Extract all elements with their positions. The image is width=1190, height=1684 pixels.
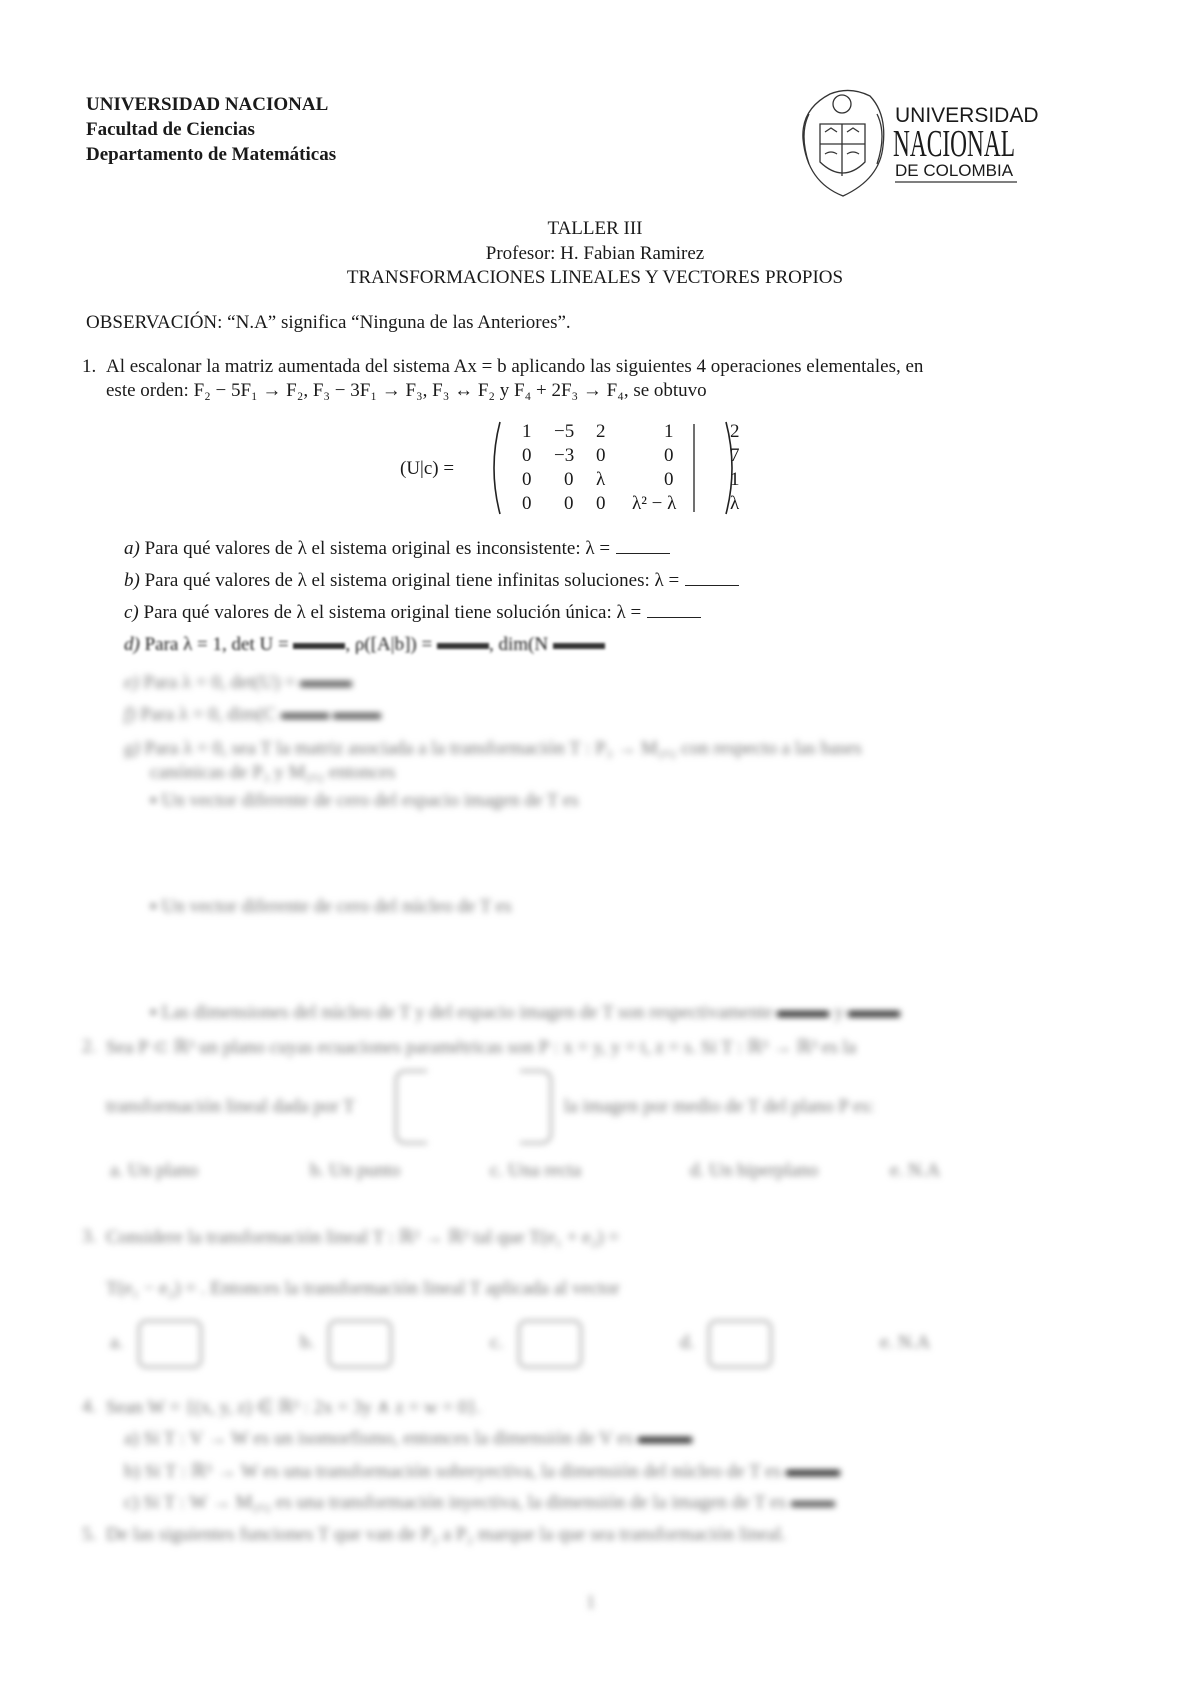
matrix-body <box>522 420 740 516</box>
item-c-text: Para qué valores de λ el sistema original tiene solución única: λ = <box>143 602 642 623</box>
q1-number: 1. <box>82 356 97 377</box>
bullet-dims-text: Las dimensiones del núcleo de T y del espacio imagen de T son respectivamente <box>161 1002 773 1023</box>
m-1-4: 1 <box>664 421 674 442</box>
q1-item-c <box>124 602 701 624</box>
answer-bar-d2 <box>437 643 489 649</box>
bullet-2: ▪ <box>150 896 157 917</box>
q4-item-b-text: b) Si T : ℝ⁵ → W es una transformación sobreyectiva, la dimensión del núcleo de T es <box>124 1461 781 1482</box>
answer-bar-q4c <box>791 1501 835 1507</box>
q1-item-d-clip <box>124 634 744 658</box>
m-2-2: −3 <box>554 445 575 466</box>
q2-line1: Sea P ⊂ ℝ³ un plano cuyas ecuaciones paramétricas son P : x = y, y = t, z = s. Si T : ℝ³ → ℝ³ es la <box>106 1037 857 1058</box>
professor-name: Profesor: H. Fabian Ramirez <box>485 243 705 264</box>
m-2-1: 0 <box>522 445 532 466</box>
institution-header <box>86 92 336 167</box>
m-4-3: 0 <box>596 493 606 514</box>
q5-line1: De las siguientes funciones T que van de P₂ a P₂ marque la que sea transformación lineal. <box>106 1524 786 1545</box>
q2-line2 <box>106 1096 874 1118</box>
item-a-label: a) <box>124 538 140 559</box>
department-name: Departamento de Matemáticas <box>86 144 337 165</box>
q3-line1: Considere la transformación lineal T : ℝ² → ℝ² tal que T(e₁ + e₂) = <box>106 1227 620 1248</box>
m-3-3: λ <box>596 469 606 490</box>
m-1-1: 1 <box>522 421 532 442</box>
q4-item-a <box>124 1428 692 1450</box>
q3-line2: T(e₁ − e₂) = . Entonces la transformación lineal T aplicada al vector <box>106 1278 620 1299</box>
q2-option-c[interactable]: c. Una recta <box>490 1160 582 1181</box>
q4-line1: Sean W = {(x, y, z) ∈ ℝ³ : 2x = 3y ∧ z = w = 0}. <box>106 1397 482 1418</box>
taller-title: TALLER III <box>547 218 643 239</box>
answer-bar-q4b <box>786 1470 840 1476</box>
q4-number: 4. <box>82 1396 97 1417</box>
bullet-1: ▪ <box>150 790 157 811</box>
q3-options <box>110 1320 1010 1370</box>
item-g-label: g) <box>124 738 140 759</box>
m-1-5: 2 <box>730 421 740 442</box>
answer-bar-e <box>300 681 352 687</box>
bullet-3: ▪ <box>150 1002 157 1023</box>
logo-line1: UNIVERSIDAD <box>895 104 1039 127</box>
item-b-label: b) <box>124 570 140 591</box>
m-3-1: 0 <box>522 469 532 490</box>
m-4-1: 0 <box>522 493 532 514</box>
m-4-5: λ <box>730 493 740 514</box>
answer-bar-dims2 <box>848 1011 900 1017</box>
m-4-4: λ² − λ <box>632 493 677 514</box>
q1-bullet-image <box>150 790 579 812</box>
q2-vec-bracket-left <box>395 1070 427 1144</box>
m-1-3: 2 <box>596 421 606 442</box>
q1-item-a <box>124 538 670 560</box>
q3-option-d-vector <box>708 1320 772 1368</box>
bullet-kernel-text: Un vector diferente de cero del núcleo de T es <box>161 896 512 917</box>
m-2-4: 0 <box>664 445 674 466</box>
item-d-label: d) <box>124 634 140 655</box>
q2-line2-text: transformación lineal dada por T <box>106 1096 355 1117</box>
q3-option-c-vector <box>518 1320 582 1368</box>
q1-item-b <box>124 570 739 592</box>
item-e-text: Para λ = 0, det(U) = <box>143 672 296 693</box>
logo-line2: NACIONAL <box>893 123 1015 165</box>
university-name: UNIVERSIDAD NACIONAL <box>86 94 329 115</box>
q3-option-e[interactable]: e. N.A <box>880 1332 931 1353</box>
q3-number: 3. <box>82 1226 97 1247</box>
faculty-name: Facultad de Ciencias <box>86 119 255 140</box>
q4-item-a-text: a) Si T : V → W es un isomorfismo, entonces la dimensión de V es <box>124 1428 634 1449</box>
q2-line2b-text: la imagen por medio de T del plano P es: <box>563 1096 875 1117</box>
blurred-region <box>0 660 1190 1660</box>
q1-bullet-kernel <box>150 896 512 918</box>
q2-option-a[interactable]: a. Un plano <box>110 1160 199 1181</box>
augmented-matrix <box>400 418 740 518</box>
bullet-image-text: Un vector diferente de cero del espacio imagen de T es <box>161 790 579 811</box>
q1-item-e <box>124 672 352 694</box>
item-c-label: c) <box>124 602 139 623</box>
answer-bar-q4a <box>638 1437 692 1443</box>
q3-option-d[interactable]: d. <box>680 1332 695 1353</box>
item-d-tail: ρ([A|b]) = <box>354 634 433 655</box>
m-4-2: 0 <box>564 493 574 514</box>
q5-number: 5. <box>82 1524 97 1545</box>
answer-bar-dims1 <box>777 1011 829 1017</box>
m-3-2: 0 <box>564 469 574 490</box>
item-d-text: Para λ = 1, det U = <box>144 634 289 655</box>
q3-option-b-vector <box>328 1320 392 1368</box>
logo-line3: DE COLOMBIA <box>895 161 1014 180</box>
q2-option-b[interactable]: b. Un punto <box>310 1160 401 1181</box>
item-b-text: Para qué valores de λ el sistema original tiene infinitas soluciones: λ = <box>144 570 680 591</box>
m-3-5: 1 <box>730 469 740 490</box>
q2-option-e[interactable]: e. N.A <box>890 1160 941 1181</box>
page-number: 1 <box>586 1592 596 1613</box>
answer-bar-f2 <box>333 713 381 719</box>
q3-option-b[interactable]: b. <box>300 1332 315 1353</box>
q1-item-g <box>124 738 862 760</box>
q4-item-b <box>124 1460 840 1483</box>
q4-item-c <box>124 1492 835 1514</box>
item-e-label: e) <box>124 672 139 693</box>
item-f-label: f) <box>124 704 136 725</box>
answer-blank-b[interactable] <box>685 571 739 586</box>
q1-item-f <box>124 704 381 726</box>
item-d-tail2: dim(N <box>498 634 549 655</box>
answer-blank-a[interactable] <box>616 539 670 554</box>
q4-item-c-text: c) Si T : W → M₂ₓ₂ es una transformación inyectiva, la dimensión de la imagen de T es <box>124 1492 786 1513</box>
observation-note: OBSERVACIÓN: “N.A” significa “Ninguna de las Anteriores”. <box>86 312 571 333</box>
q1-item-d: d) Para λ = 1, det U = , ρ([A|b]) = , dim(N <box>124 634 605 656</box>
m-1-2: −5 <box>554 421 575 442</box>
coat-of-arms-icon <box>795 84 1039 202</box>
item-a-text: Para qué valores de λ el sistema original es inconsistente: λ = <box>144 538 611 559</box>
q1-bullet-dims: ▪ Las dimensiones del núcleo de T y del espacio imagen de T son respectivamente y <box>150 1002 900 1024</box>
answer-bar-f1 <box>281 713 329 719</box>
item-g-text: Para λ = 0, sea T la matriz asociada a la transformación T : P₃ → M₂ₓ₂ con respecto a las bases <box>144 738 862 759</box>
q2-option-d[interactable]: d. Un hiperplano <box>690 1160 819 1181</box>
q3-option-c[interactable]: c. <box>490 1332 504 1353</box>
m-3-4: 0 <box>664 469 674 490</box>
q3-option-a[interactable]: a. <box>110 1332 124 1353</box>
q3-option-a-vector <box>138 1320 202 1368</box>
topic-title: TRANSFORMACIONES LINEALES Y VECTORES PROPIOS <box>346 267 844 288</box>
university-logo <box>795 84 1039 202</box>
m-2-5: 7 <box>730 445 740 466</box>
q1-line2: este orden: F₂ − 5F₁ → F₂, F₃ − 3F₁ → F₃, F₃ ↔ F₂ y F₄ + 2F₃ → F₄, se obtuvo <box>106 380 707 401</box>
item-f-text: Para λ = 0, dim(C <box>140 704 276 725</box>
q2-options <box>110 1160 1010 1184</box>
m-2-3: 0 <box>596 445 606 466</box>
q1-item-g-cont: canónicas de P₃ y M₂ₓ₂ entonces <box>150 762 396 783</box>
answer-bar-d3 <box>553 643 605 649</box>
answer-blank-c[interactable] <box>647 603 701 618</box>
matrix-label: (U|c) = <box>400 458 455 479</box>
q2-vec-bracket-right <box>520 1070 552 1144</box>
q1-line1: Al escalonar la matriz aumentada del sistema Ax = b aplicando las siguientes 4 operaciones elementales, en <box>106 356 924 377</box>
answer-bar-d1 <box>293 643 345 649</box>
q2-number: 2. <box>82 1036 97 1057</box>
